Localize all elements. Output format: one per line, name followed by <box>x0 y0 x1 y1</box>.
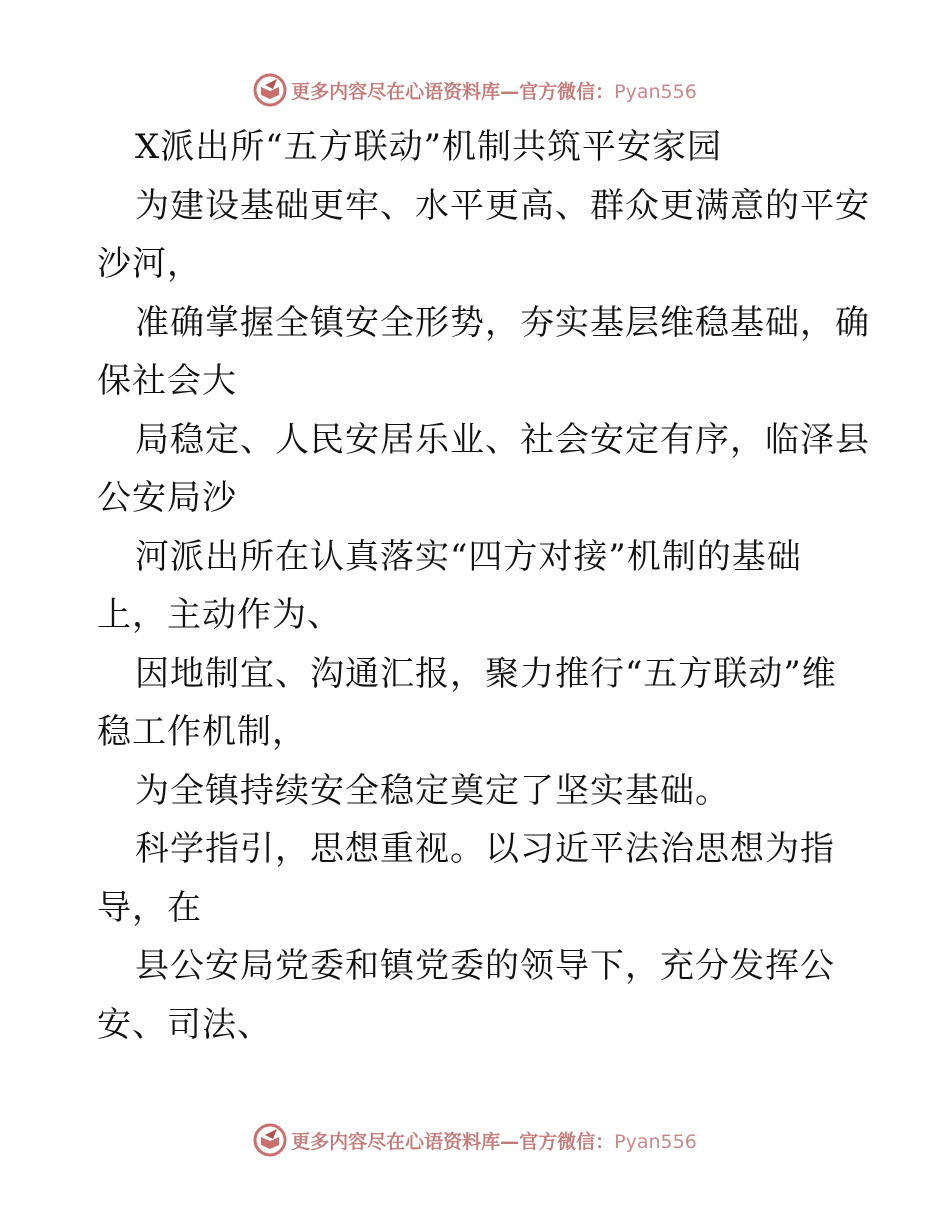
banner-text <box>291 77 697 104</box>
paragraph-line: 为全镇持续安全稳定奠定了坚实基础。 <box>135 770 730 811</box>
paragraph-continuation-line: 沙河， <box>97 244 202 284</box>
paragraph-line: 因地制宜、沟通汇报，聚力推行“五方联动”维 <box>135 653 837 694</box>
paragraph-continuation-line: 稳工作机制， <box>97 712 307 752</box>
paragraph-line: 准确掌握全镇安全形势，夯实基层维稳基础，确 <box>135 302 870 343</box>
paragraph-continuation-line: 安、司法、 <box>97 1004 272 1045</box>
paragraph-continuation-line: 上，主动作为、 <box>97 595 342 635</box>
paragraph-line: 为建设基础更牢、水平更高、群众更满意的平安 <box>135 185 870 226</box>
book-quill-logo-icon <box>253 73 287 107</box>
banner-handle: Pyan556 <box>614 80 697 103</box>
paragraph-line: 科学指引，思想重视。以习近平法治思想为指 <box>135 829 835 869</box>
header-banner <box>0 70 950 110</box>
paragraph-continuation-line: 公安局沙 <box>97 478 237 518</box>
document-body <box>97 118 870 1054</box>
paragraph-line: 河派出所在认真落实“四方对接”机制的基础 <box>135 536 802 577</box>
banner-promo-text: 更多内容尽在心语资料库—官方微信： <box>291 80 615 103</box>
banner-promo-text: 更多内容尽在心语资料库—官方微信： <box>291 1130 615 1153</box>
paragraph-continuation-line: 导，在 <box>97 887 202 928</box>
book-quill-logo-icon <box>253 1123 287 1157</box>
banner-text <box>291 1127 697 1154</box>
paragraph-line: 局稳定、人民安居乐业、社会安定有序，临泽县 <box>135 419 870 460</box>
banner-handle: Pyan556 <box>614 1130 697 1153</box>
paragraph-continuation-line: 保社会大 <box>97 361 237 401</box>
paragraph-line: X派出所“五方联动”机制共筑平安家园 <box>135 127 722 167</box>
footer-banner <box>0 1120 950 1160</box>
paragraph-line: 县公安局党委和镇党委的领导下，充分发挥公 <box>135 946 835 986</box>
